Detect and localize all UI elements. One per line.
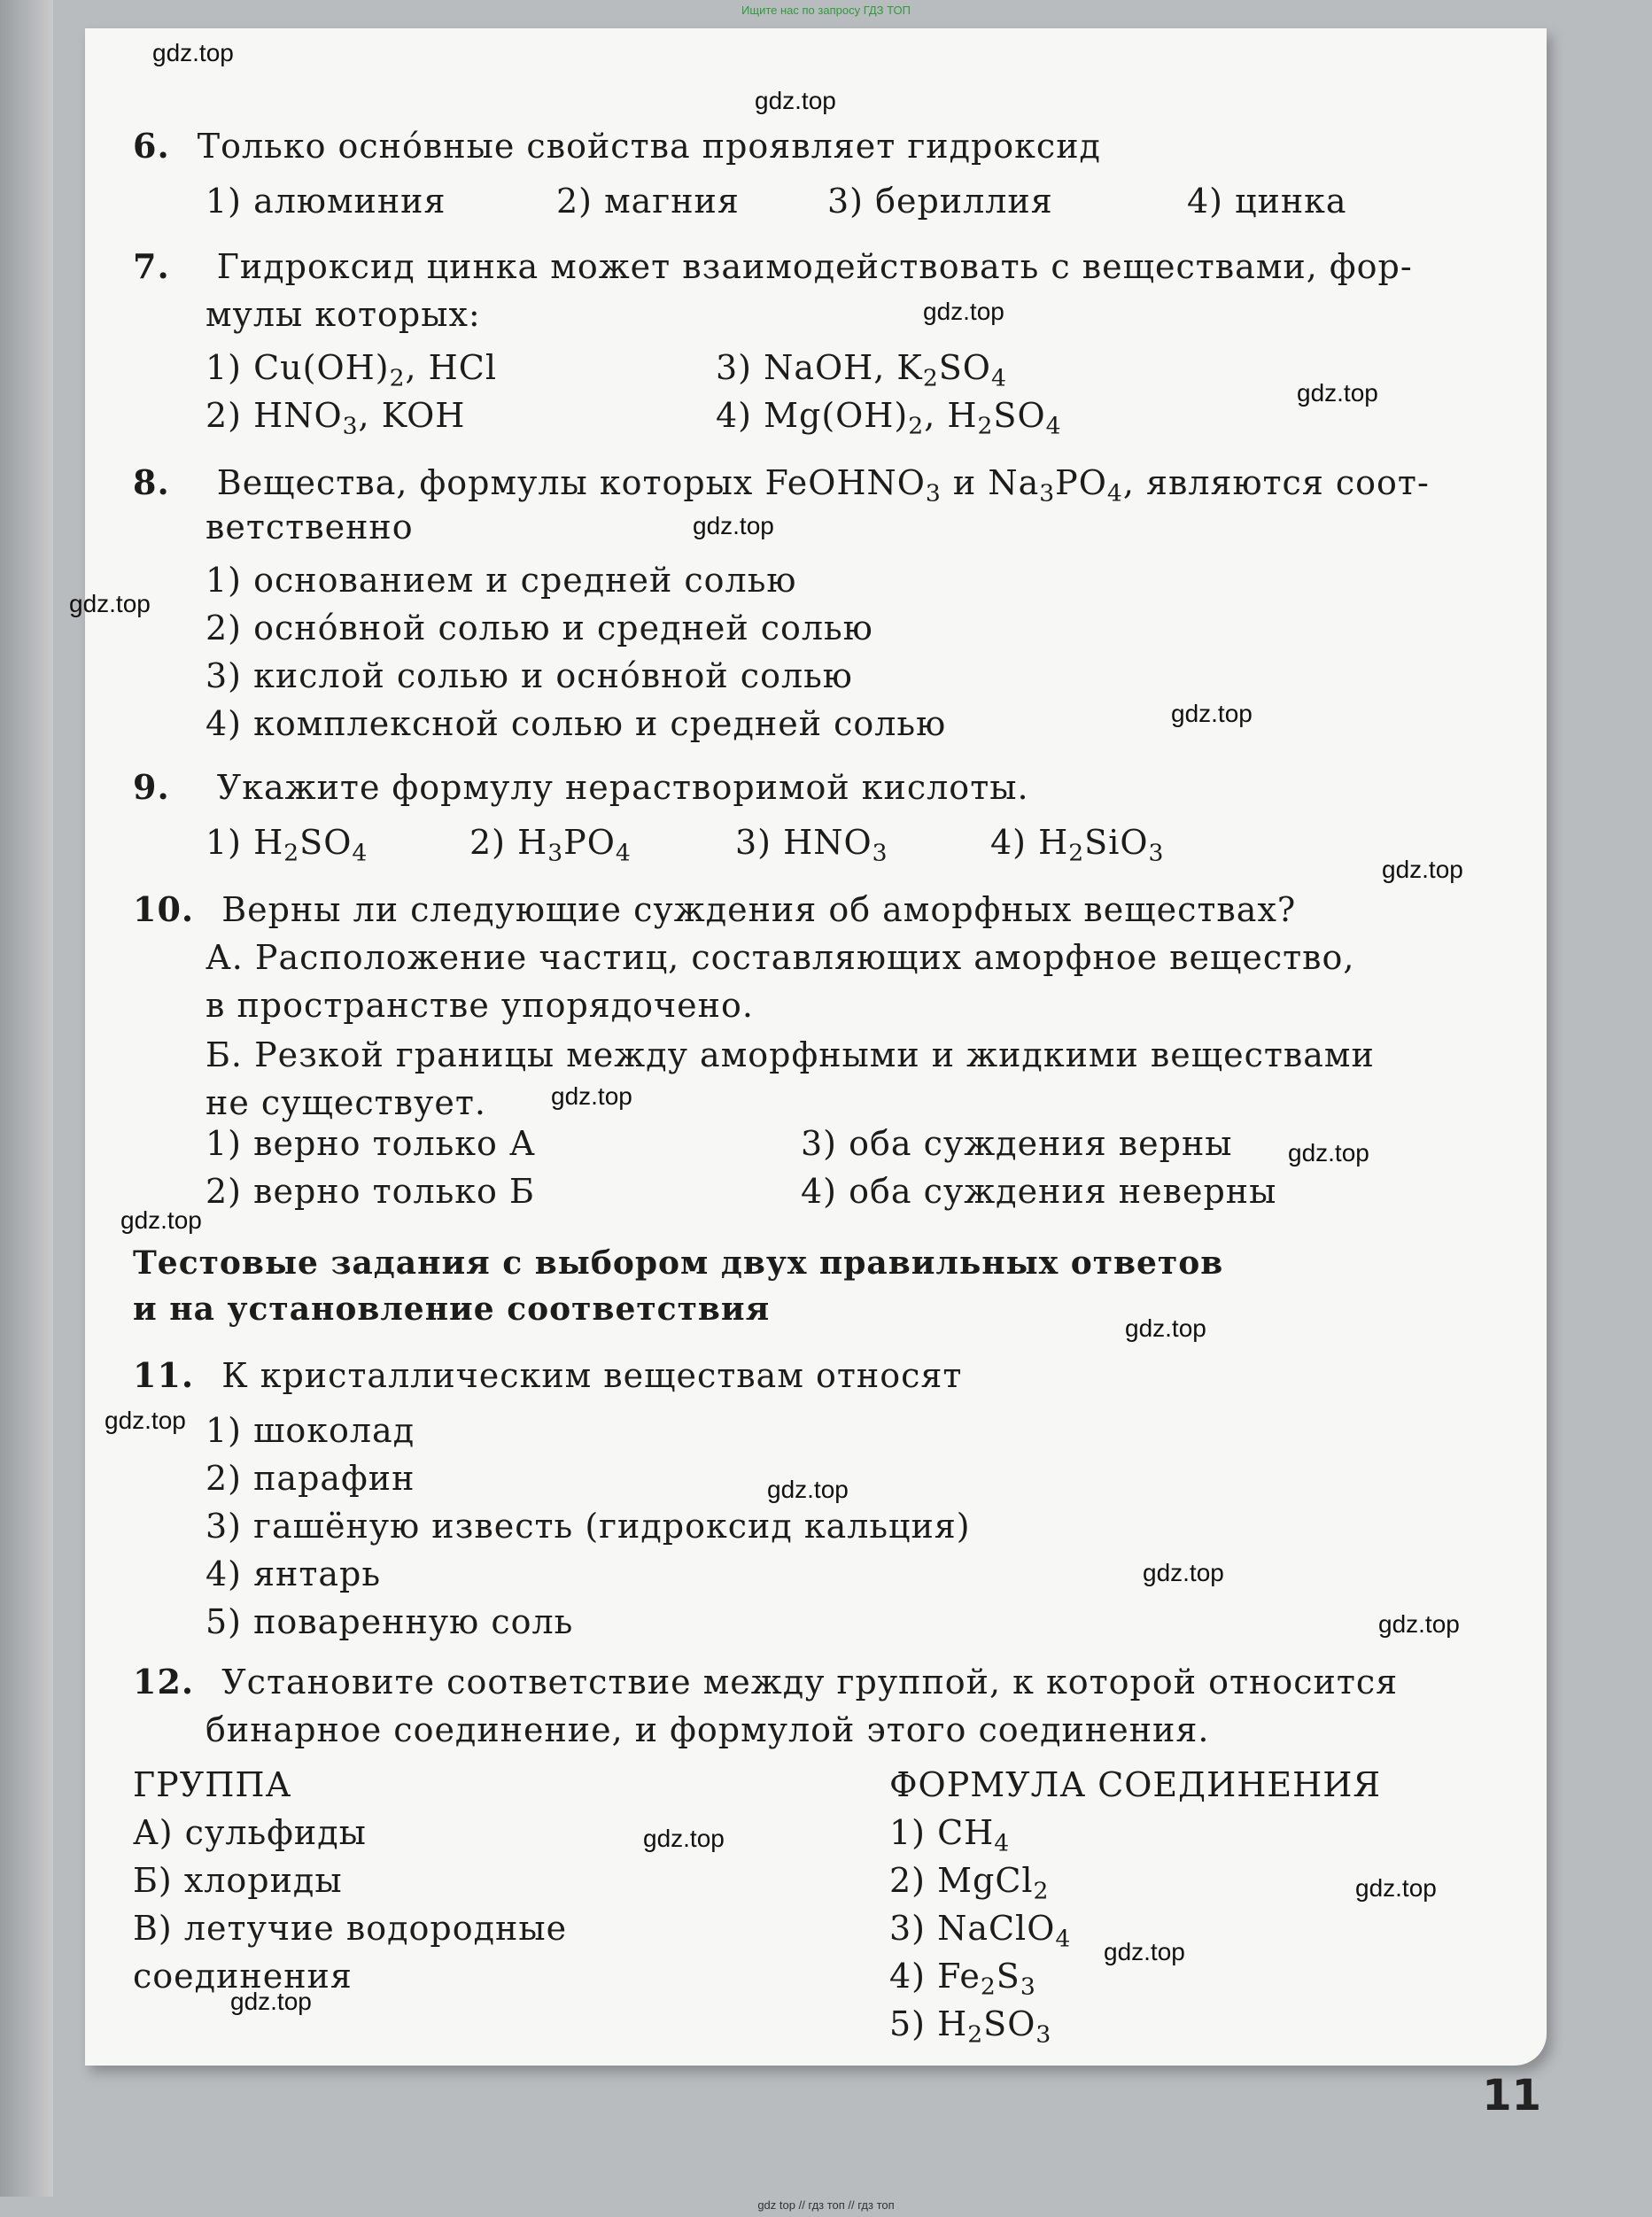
statement-b-cont: не существует. xyxy=(206,1083,486,1122)
option: 1) основанием и средней солью xyxy=(206,561,797,600)
question-text: Вещества, формулы которых FeOHNO$_3$ и $Na_3PO_4$, являются соот- xyxy=(216,463,1430,508)
formula-item: 3) NaClO$_4$ xyxy=(889,1909,1072,1953)
watermark: gdz.top xyxy=(551,1082,632,1110)
option: 1) $H_2SO_4$ xyxy=(206,823,368,867)
watermark: gdz.top xyxy=(923,298,1004,325)
watermark: gdz.top xyxy=(1382,856,1463,883)
option: 4) $H_2SiO_3$ xyxy=(990,823,1165,867)
group-item: В) летучие водородные xyxy=(133,1909,568,1948)
group-item: Б) хлориды xyxy=(133,1861,343,1900)
question-10 xyxy=(133,889,1297,929)
question-9 xyxy=(133,767,1029,807)
question-text: Верны ли следующие суждения об аморфных веществах? xyxy=(221,890,1297,929)
bottom-banner: gdz top // гдз топ // гдз топ xyxy=(757,2198,895,2212)
watermark: gdz.top xyxy=(1104,1938,1185,1965)
option: 4) $Mg(OH)_2$, $H_2SO_4$ xyxy=(716,396,1062,440)
question-text: Установите соответствие между группой, к которой относится xyxy=(221,1663,1399,1702)
option: 2) парафин xyxy=(206,1459,415,1498)
question-number: 7. xyxy=(133,246,170,286)
watermark: gdz.top xyxy=(69,590,151,617)
option: 2) осно́вной солью и средней солью xyxy=(206,609,873,647)
question-number: 6. xyxy=(133,126,170,166)
option: 3) бериллия xyxy=(827,182,1053,221)
question-text: К кристаллическим веществам относят xyxy=(221,1356,963,1395)
watermark: gdz.top xyxy=(1355,1874,1437,1902)
watermark: gdz.top xyxy=(120,1206,202,1234)
formula-item: 1) $CH_4$ xyxy=(889,1813,1011,1857)
watermark: gdz.top xyxy=(1171,700,1253,727)
option: 3) NaOH, $K_2SO_4$ xyxy=(716,348,1007,392)
option: 1) алюминия xyxy=(206,182,446,221)
watermark: gdz.top xyxy=(230,1988,312,2015)
section-heading: Тестовые задания с выбором двух правильных ответов xyxy=(133,1244,1224,1282)
option: 2) $H_3PO_4$ xyxy=(469,823,632,867)
option: 4) оба суждения неверны xyxy=(801,1172,1277,1211)
column-header-group: ГРУППА xyxy=(133,1765,292,1804)
watermark: gdz.top xyxy=(105,1407,186,1434)
question-text-cont: мулы которых: xyxy=(206,295,481,334)
option: 4) комплексной солью и средней солью xyxy=(206,704,947,743)
watermark: gdz.top xyxy=(767,1476,849,1503)
option: 3) оба суждения верны xyxy=(801,1124,1233,1163)
formula-item: 5) $H_2SO_3$ xyxy=(889,2004,1052,2049)
watermark: gdz.top xyxy=(1297,379,1378,407)
watermark: gdz.top xyxy=(1143,1559,1224,1586)
option: 4) янтарь xyxy=(206,1554,382,1593)
question-text: Укажите формулу нерастворимой кислоты. xyxy=(216,768,1029,807)
watermark: gdz.top xyxy=(1288,1139,1369,1167)
formula-item: 4) $Fe_2S_3$ xyxy=(889,1957,1036,2001)
question-number: 9. xyxy=(133,767,170,807)
question-8 xyxy=(133,462,1430,508)
option: 1) $Cu(OH)_2$, HCl xyxy=(206,348,498,392)
option: 3) гашёную известь (гидроксид кальция) xyxy=(206,1507,971,1546)
option: 3) $HNO_3$ xyxy=(735,823,888,867)
watermark: gdz.top xyxy=(643,1825,725,1852)
option: 1) шоколад xyxy=(206,1411,415,1450)
watermark: gdz.top xyxy=(1125,1314,1206,1342)
option: 1) верно только А xyxy=(206,1124,536,1163)
top-banner: Ищите нас по запросу ГДЗ ТОП xyxy=(741,4,911,17)
section-heading-cont: и на установление соответствия xyxy=(133,1291,771,1328)
option: 2) верно только Б xyxy=(206,1172,535,1211)
watermark: gdz.top xyxy=(152,39,234,66)
question-text-cont: ветственно xyxy=(206,508,414,546)
question-number: 12. xyxy=(133,1662,195,1702)
formula-item: 2) MgCl$_2$ xyxy=(889,1861,1050,1905)
option: 2) $HNO_3$, KOH xyxy=(206,396,466,440)
question-number: 10. xyxy=(133,889,195,929)
watermark: gdz.top xyxy=(693,512,774,539)
page-number: 11 xyxy=(1482,2071,1541,2120)
group-item-cont: соединения xyxy=(133,1957,353,1996)
statement-a-cont: в пространстве упорядочено. xyxy=(206,986,754,1025)
group-item: А) сульфиды xyxy=(133,1813,367,1852)
option: 5) поваренную соль xyxy=(206,1602,574,1641)
option: 3) кислой солью и осно́вной солью xyxy=(206,656,853,695)
question-11 xyxy=(133,1355,963,1395)
question-7 xyxy=(133,246,1413,286)
question-text: Гидроксид цинка может взаимодействовать с веществами, фор- xyxy=(216,247,1413,286)
question-text: Только осно́вные свойства проявляет гидроксид xyxy=(197,127,1101,166)
question-text-cont: бинарное соединение, и формулой этого соединения. xyxy=(206,1710,1210,1749)
question-number: 8. xyxy=(133,462,170,502)
watermark: gdz.top xyxy=(1378,1610,1460,1638)
option: 4) цинка xyxy=(1187,182,1347,221)
question-6 xyxy=(133,126,1101,166)
column-header-formula: ФОРМУЛА СОЕДИНЕНИЯ xyxy=(889,1765,1382,1804)
option: 2) магния xyxy=(556,182,740,221)
watermark: gdz.top xyxy=(755,87,836,114)
statement-b: Б. Резкой границы между аморфными и жидкими веществами xyxy=(206,1035,1375,1074)
question-number: 11. xyxy=(133,1355,195,1395)
question-12 xyxy=(133,1662,1399,1702)
statement-a: А. Расположение частиц, составляющих аморфное вещество, xyxy=(206,938,1355,977)
